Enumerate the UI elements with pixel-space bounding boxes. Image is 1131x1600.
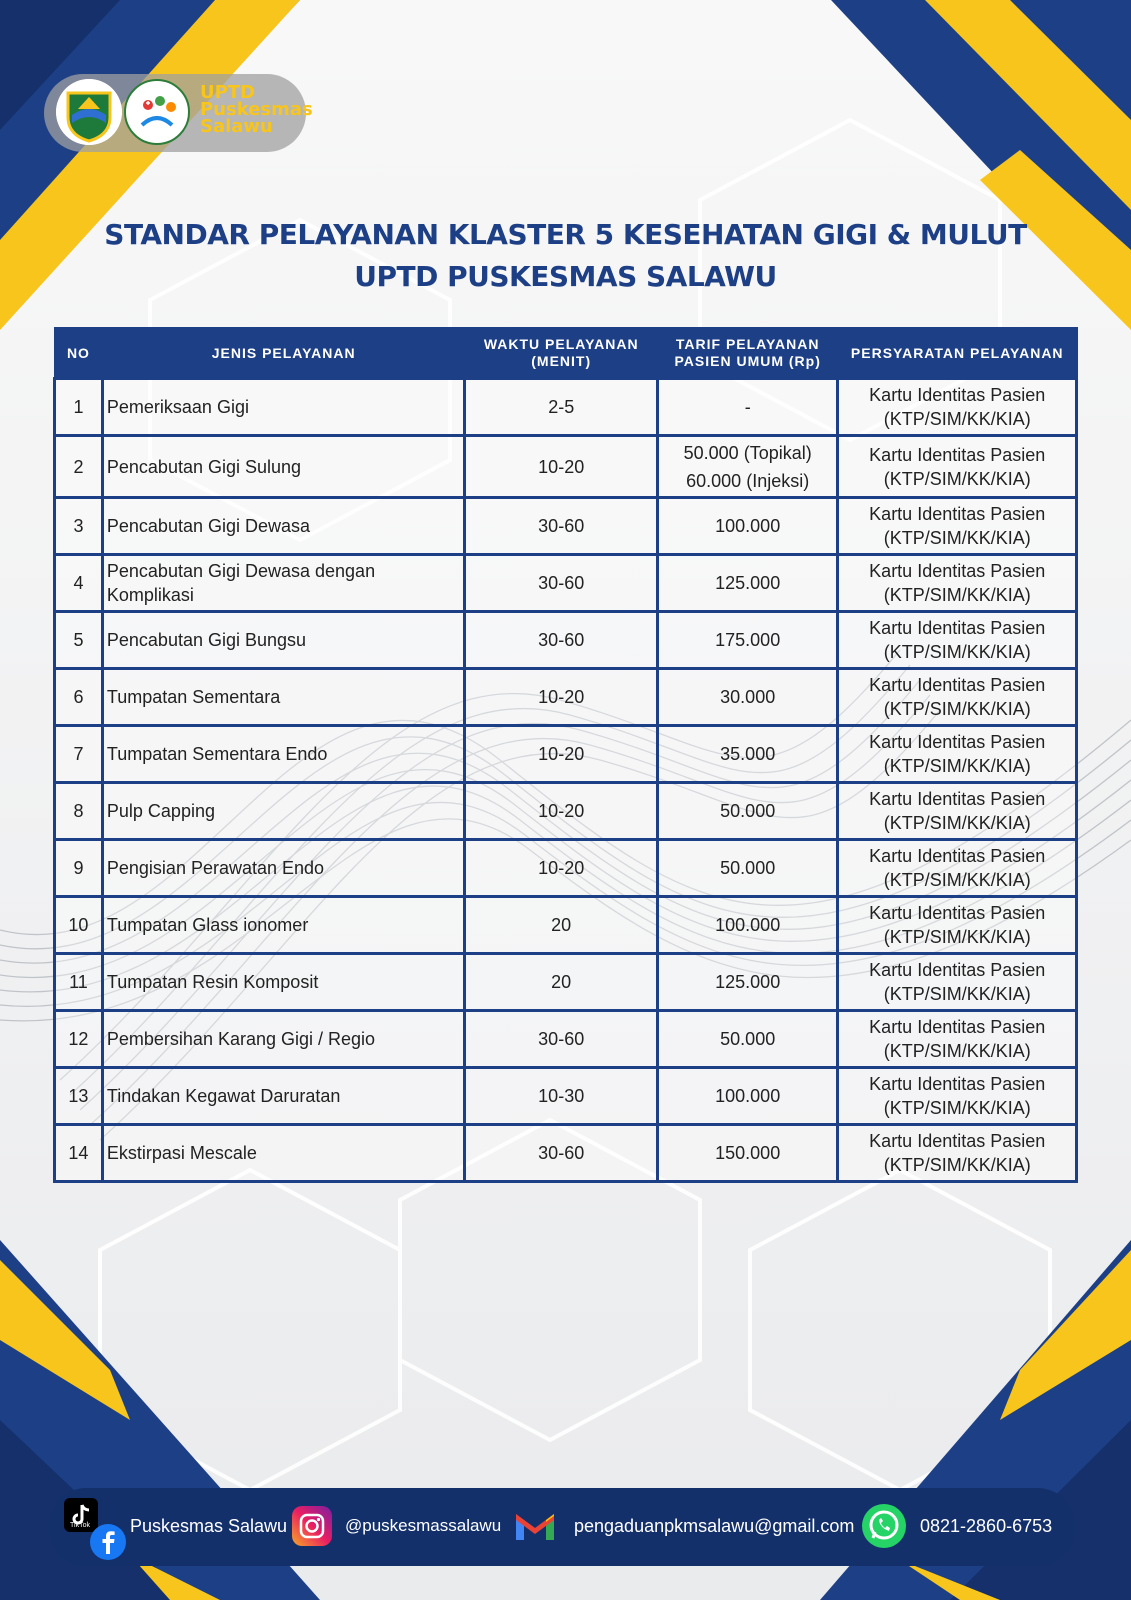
- cell-jenis-text: Pencabutan Gigi Sulung: [106, 456, 302, 477]
- cell-jenis: [102, 783, 465, 840]
- email-address[interactable]: pengaduanpkmsalawu@gmail.com: [574, 1516, 855, 1536]
- cell-jenis-text: Tumpatan Sementara Endo: [106, 744, 328, 764]
- cell-syarat-text: (KTP/SIM/KK/KIA): [883, 585, 1031, 605]
- tiktok-label: TikTok: [70, 1522, 90, 1529]
- cell-jenis-text: Tumpatan Sementara: [106, 687, 281, 707]
- cell-no-text: 12: [68, 1029, 89, 1049]
- cell-syarat-text: Kartu Identitas Pasien: [869, 1131, 1046, 1151]
- cell-no-text: 5: [73, 630, 84, 650]
- cell-syarat: [838, 897, 1077, 954]
- cell-tarif-text: 100.000: [715, 915, 781, 935]
- cell-jenis: [102, 436, 465, 498]
- cell-waktu: [465, 379, 657, 436]
- cell-waktu: [465, 954, 657, 1011]
- cell-jenis: [102, 669, 465, 726]
- cell-no-text: 1: [73, 397, 84, 417]
- cell-syarat-text: Kartu Identitas Pasien: [869, 675, 1046, 695]
- logo-text-line1: UPTD: [200, 82, 256, 103]
- cell-waktu-text: 10-20: [538, 687, 585, 707]
- header-jenis: JENIS PELAYANAN: [102, 328, 465, 379]
- cell-tarif-text: 125.000: [715, 573, 781, 593]
- instagram-handle[interactable]: @puskesmassalawu: [345, 1516, 502, 1535]
- table-row: [55, 954, 1077, 1011]
- cell-no: [55, 1125, 103, 1182]
- cell-syarat-text: Kartu Identitas Pasien: [869, 385, 1046, 405]
- header-waktu-line1: WAKTU PELAYANAN: [483, 336, 639, 352]
- table-row: [55, 1125, 1077, 1182]
- cell-syarat: [838, 1068, 1077, 1125]
- cell-waktu: [465, 555, 657, 612]
- phone-number[interactable]: 0821-2860-6753: [920, 1516, 1053, 1536]
- cell-waktu-text: 30-60: [538, 1029, 585, 1049]
- whatsapp-icon[interactable]: [862, 1504, 906, 1548]
- cell-waktu: [465, 1011, 657, 1068]
- cell-syarat: [838, 379, 1077, 436]
- cell-tarif: [657, 669, 838, 726]
- cell-no: [55, 436, 103, 498]
- cell-tarif-text: 50.000 (Topikal): [683, 442, 812, 463]
- cell-jenis-text: Pulp Capping: [106, 801, 215, 821]
- cell-syarat-text: (KTP/SIM/KK/KIA): [883, 1098, 1031, 1118]
- cell-jenis-text: Pencabutan Gigi Dewasa dengan: [106, 561, 376, 581]
- cell-jenis: [102, 555, 465, 612]
- cell-jenis: [102, 612, 465, 669]
- logo-text-line3: Salawu: [200, 116, 273, 137]
- logo-text: [200, 84, 313, 135]
- cell-tarif-text: 150.000: [715, 1143, 781, 1163]
- table-row: [55, 783, 1077, 840]
- cell-syarat-text: Kartu Identitas Pasien: [869, 1074, 1046, 1094]
- cell-syarat-text: (KTP/SIM/KK/KIA): [883, 1155, 1031, 1175]
- gmail-icon[interactable]: [512, 1508, 558, 1544]
- cell-tarif-text: -: [744, 397, 751, 417]
- cell-tarif: [657, 840, 838, 897]
- cell-waktu-text: 10-20: [538, 456, 585, 477]
- logo-text-line2: Puskesmas: [200, 99, 313, 120]
- cell-syarat-text: Kartu Identitas Pasien: [869, 846, 1046, 866]
- cell-jenis: [102, 726, 465, 783]
- cell-no: [55, 954, 103, 1011]
- cell-no: [55, 726, 103, 783]
- table-row: [55, 612, 1077, 669]
- puskesmas-logo-icon: [124, 79, 190, 145]
- cell-no-text: 9: [73, 858, 84, 878]
- cell-waktu-text: 30-60: [538, 573, 585, 593]
- cell-tarif-text: 100.000: [715, 1086, 781, 1106]
- cell-syarat-text: Kartu Identitas Pasien: [869, 1017, 1046, 1037]
- cell-no: [55, 1011, 103, 1068]
- cell-syarat: [838, 726, 1077, 783]
- cell-jenis-text: Pencabutan Gigi Dewasa: [106, 516, 311, 536]
- cell-no: [55, 669, 103, 726]
- cell-tarif: [657, 783, 838, 840]
- cell-no-text: 13: [68, 1086, 89, 1106]
- cell-tarif-text: 50.000: [720, 801, 776, 821]
- cell-syarat-text: Kartu Identitas Pasien: [869, 504, 1046, 524]
- cell-tarif-text: 35.000: [720, 744, 776, 764]
- cell-tarif: [657, 726, 838, 783]
- table-row: [55, 840, 1077, 897]
- cell-syarat-text: Kartu Identitas Pasien: [869, 561, 1046, 581]
- cell-tarif: [657, 555, 838, 612]
- cell-syarat: [838, 555, 1077, 612]
- cell-syarat: [838, 612, 1077, 669]
- cell-syarat-text: (KTP/SIM/KK/KIA): [883, 468, 1031, 489]
- footer-contact-bar: [50, 1488, 1074, 1566]
- table-row: [55, 897, 1077, 954]
- cell-tarif: [657, 1125, 838, 1182]
- cell-jenis: [102, 897, 465, 954]
- cell-jenis: [102, 1068, 465, 1125]
- cell-no: [55, 379, 103, 436]
- cell-syarat-text: (KTP/SIM/KK/KIA): [883, 756, 1031, 776]
- cell-waktu: [465, 783, 657, 840]
- regency-seal-icon: [56, 79, 122, 145]
- cell-syarat: [838, 840, 1077, 897]
- cell-syarat-text: (KTP/SIM/KK/KIA): [883, 927, 1031, 947]
- cell-jenis: [102, 1011, 465, 1068]
- cell-tarif-text: 175.000: [715, 630, 781, 650]
- cell-tarif: [657, 897, 838, 954]
- cell-waktu-text: 20: [551, 915, 572, 935]
- cell-tarif: [657, 1011, 838, 1068]
- cell-jenis-text: Ekstirpasi Mescale: [106, 1143, 257, 1163]
- cell-waktu: [465, 1068, 657, 1125]
- cell-no-text: 11: [69, 972, 88, 992]
- facebook-name[interactable]: Puskesmas Salawu: [130, 1516, 288, 1536]
- cell-jenis: [102, 1125, 465, 1182]
- cell-syarat-text: Kartu Identitas Pasien: [869, 960, 1046, 980]
- cell-syarat: [838, 436, 1077, 498]
- cell-syarat: [838, 669, 1077, 726]
- cell-jenis-text: Tumpatan Glass ionomer: [106, 915, 309, 935]
- table-row: [55, 669, 1077, 726]
- cell-tarif-text: 125.000: [715, 972, 781, 992]
- cell-waktu-text: 2-5: [548, 397, 575, 417]
- cell-syarat-text: (KTP/SIM/KK/KIA): [883, 528, 1031, 548]
- cell-no: [55, 783, 103, 840]
- cell-no: [55, 840, 103, 897]
- cell-syarat-text: Kartu Identitas Pasien: [869, 444, 1046, 465]
- cell-syarat: [838, 1125, 1077, 1182]
- table-header-row: [55, 328, 1077, 379]
- cell-waktu: [465, 1125, 657, 1182]
- cell-syarat-text: (KTP/SIM/KK/KIA): [883, 642, 1031, 662]
- cell-jenis: [102, 840, 465, 897]
- header-tarif-line2: PASIEN UMUM (Rp): [674, 353, 821, 369]
- cell-waktu-text: 20: [551, 972, 572, 992]
- cell-syarat-text: (KTP/SIM/KK/KIA): [883, 984, 1031, 1004]
- cell-waktu-text: 30-60: [538, 516, 585, 536]
- facebook-icon[interactable]: [90, 1524, 126, 1560]
- cell-tarif: [657, 954, 838, 1011]
- cell-no-text: 2: [73, 456, 84, 477]
- cell-no-text: 6: [73, 687, 84, 707]
- cell-tarif: [657, 1068, 838, 1125]
- cell-syarat-text: Kartu Identitas Pasien: [869, 903, 1046, 923]
- cell-jenis: [102, 954, 465, 1011]
- table-row: [55, 1011, 1077, 1068]
- cell-no: [55, 612, 103, 669]
- cell-waktu-text: 10-20: [538, 744, 585, 764]
- cell-jenis-text: Pembersihan Karang Gigi / Regio: [106, 1029, 376, 1049]
- table-body: [55, 379, 1077, 1182]
- cell-no-text: 4: [73, 573, 84, 593]
- cell-syarat-text: (KTP/SIM/KK/KIA): [883, 409, 1031, 429]
- cell-waktu-text: 10-20: [538, 858, 585, 878]
- cell-no: [55, 555, 103, 612]
- cell-tarif-text: 50.000: [720, 1029, 776, 1049]
- cell-tarif: [657, 498, 838, 555]
- cell-syarat-text: (KTP/SIM/KK/KIA): [883, 1041, 1031, 1061]
- cell-tarif: [657, 379, 838, 436]
- cell-syarat: [838, 1011, 1077, 1068]
- table-row: [55, 726, 1077, 783]
- cell-waktu-text: 30-60: [538, 1143, 585, 1163]
- cell-jenis-text: Pengisian Perawatan Endo: [106, 858, 325, 878]
- header-tarif: [657, 328, 838, 379]
- header-waktu-line2: (MENIT): [531, 353, 592, 369]
- cell-tarif-text: 30.000: [720, 687, 776, 707]
- cell-waktu-text: 10-30: [538, 1086, 585, 1106]
- cell-tarif-text: 50.000: [720, 858, 776, 878]
- cell-jenis-text: Tindakan Kegawat Daruratan: [106, 1086, 341, 1106]
- cell-waktu: [465, 897, 657, 954]
- page-subtitle: UPTD PUSKESMAS SALAWU: [354, 260, 777, 293]
- instagram-icon[interactable]: [292, 1506, 332, 1546]
- cell-syarat-text: (KTP/SIM/KK/KIA): [883, 699, 1031, 719]
- cell-tarif: [657, 436, 838, 498]
- page-title: STANDAR PELAYANAN KLASTER 5 KESEHATAN GIGI & MULUT: [104, 218, 1027, 251]
- cell-syarat-text: Kartu Identitas Pasien: [869, 618, 1046, 638]
- table-row: [55, 498, 1077, 555]
- cell-no-text: 3: [73, 516, 84, 536]
- cell-syarat-text: (KTP/SIM/KK/KIA): [883, 870, 1031, 890]
- cell-syarat: [838, 954, 1077, 1011]
- cell-no-text: 14: [68, 1143, 89, 1163]
- cell-jenis-text: Pemeriksaan Gigi: [106, 397, 249, 417]
- cell-no-text: 10: [68, 915, 89, 935]
- header-logo-badge: [44, 74, 313, 152]
- table-row: [55, 1068, 1077, 1125]
- cell-syarat-text: Kartu Identitas Pasien: [869, 732, 1046, 752]
- header-waktu: [465, 328, 657, 379]
- cell-waktu: [465, 612, 657, 669]
- cell-jenis-text: Komplikasi: [106, 585, 194, 605]
- cell-no: [55, 1068, 103, 1125]
- cell-jenis: [102, 379, 465, 436]
- table-row: [55, 555, 1077, 612]
- cell-tarif: [657, 612, 838, 669]
- cell-waktu: [465, 726, 657, 783]
- cell-waktu: [465, 436, 657, 498]
- cell-syarat: [838, 498, 1077, 555]
- cell-no-text: 8: [73, 801, 84, 821]
- cell-syarat-text: Kartu Identitas Pasien: [869, 789, 1046, 809]
- table-row: [55, 436, 1077, 498]
- header-tarif-line1: TARIF PELAYANAN: [675, 336, 820, 352]
- cell-waktu: [465, 669, 657, 726]
- header-syarat: PERSYARATAN PELAYANAN: [838, 328, 1077, 379]
- service-standard-table: [53, 327, 1078, 1183]
- cell-no-text: 7: [73, 744, 84, 764]
- cell-tarif-text: 60.000 (Injeksi): [686, 470, 810, 491]
- cell-waktu-text: 30-60: [538, 630, 585, 650]
- header-no: NO: [55, 328, 103, 379]
- cell-jenis: [102, 498, 465, 555]
- cell-waktu: [465, 840, 657, 897]
- cell-jenis-text: Pencabutan Gigi Bungsu: [106, 630, 307, 650]
- cell-tarif-text: 100.000: [715, 516, 781, 536]
- cell-no: [55, 897, 103, 954]
- table-row: [55, 379, 1077, 436]
- cell-syarat: [838, 783, 1077, 840]
- cell-syarat-text: (KTP/SIM/KK/KIA): [883, 813, 1031, 833]
- cell-waktu: [465, 498, 657, 555]
- cell-waktu-text: 10-20: [538, 801, 585, 821]
- cell-no: [55, 498, 103, 555]
- cell-jenis-text: Tumpatan Resin Komposit: [106, 972, 319, 992]
